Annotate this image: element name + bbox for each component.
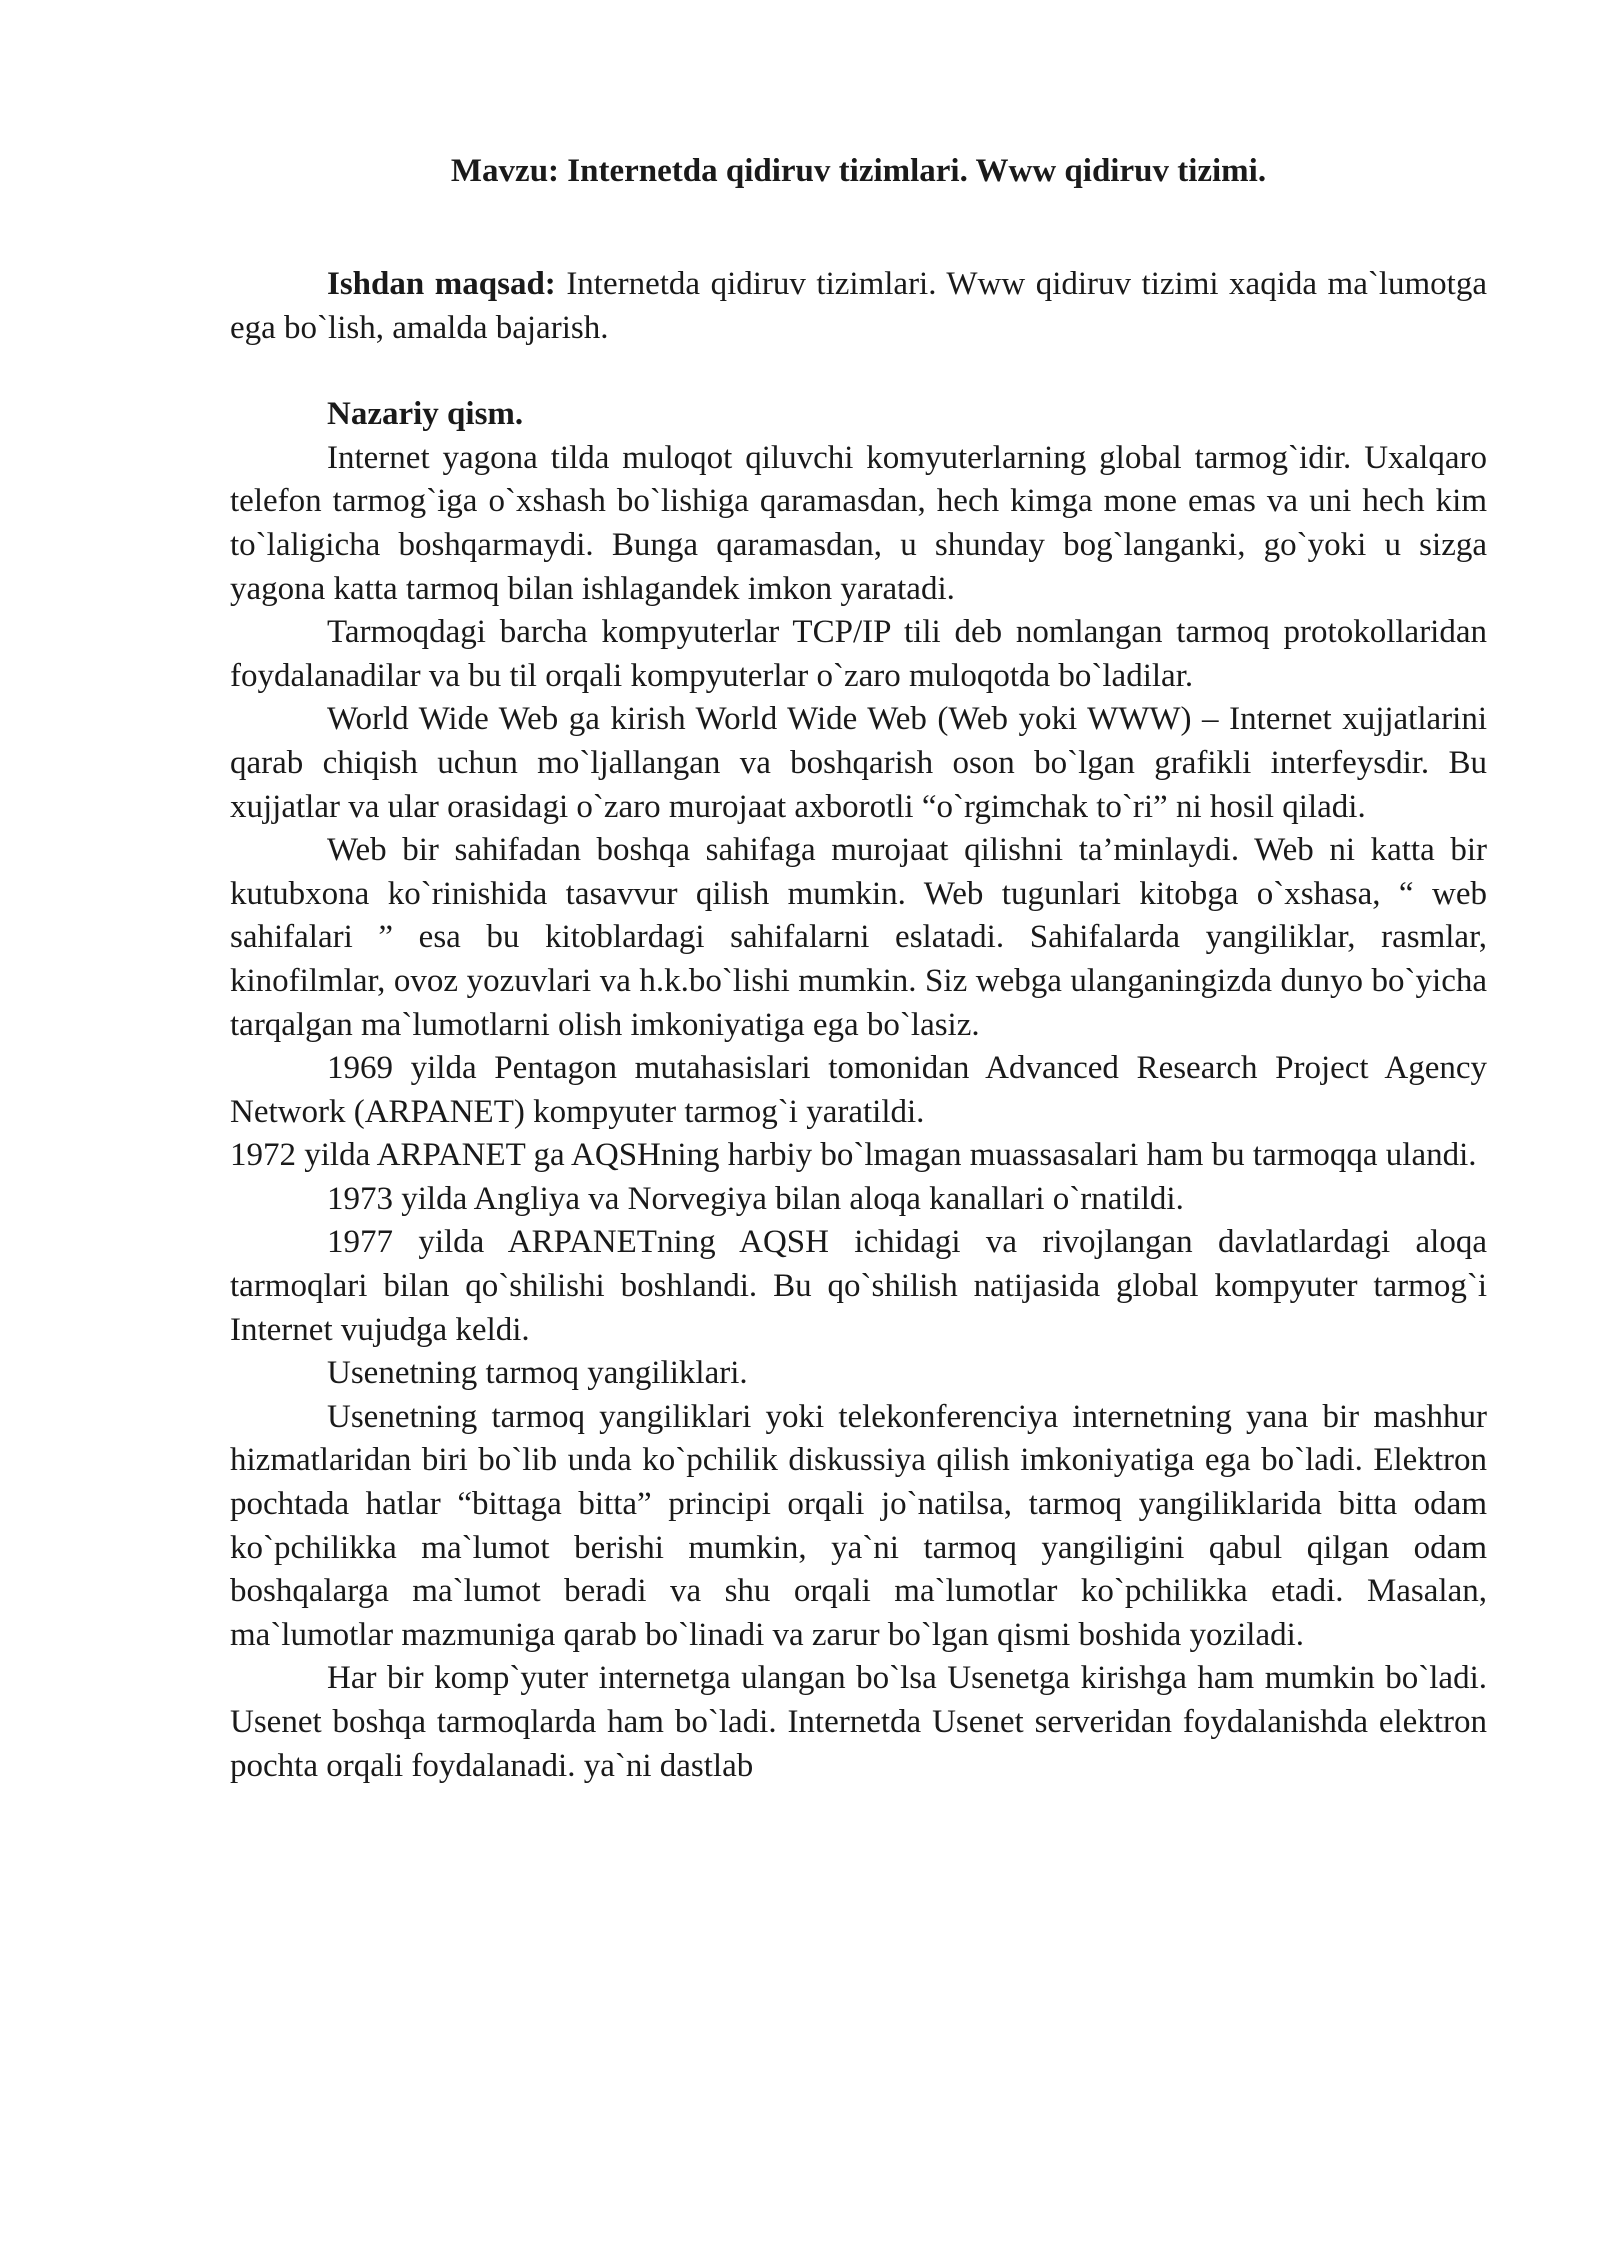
paragraph-tcpip: Tarmoqdagi barcha kompyuterlar TCP/IP tili deb nomlangan tarmoq protokollaridan foydalanadilar va bu til orqali kompyuterlar o`zaro muloqotda bo`ladilar. — [230, 614, 1487, 694]
paragraph-usenet: Usenetning tarmoq yangiliklari yoki telekonferenciya internetning yana bir mashhur hizmatlaridan biri bo`lib unda ko`pchilik diskussiya qilish imkoniyatiga ega bo`ladi. Elektron pochtada hatlar “bittaga bitta” principi orqali jo`natilsa, tarmoq yangiliklarida bitta odam ko`pchilikka ma`lumot berishi mumkin, ya`ni tarmoq yangiligini qabul qilgan odam boshqalarga ma`lumot beradi va shu orqali ma`lumotlar ko`pchilikka etadi. Masalan, ma`lumotlar mazmuniga qarab bo`linadi va zarur bo`lgan qismi boshida yoziladi. — [230, 1398, 1487, 1653]
paragraph-usenet-access: Har bir komp`yuter internetga ulangan bo`lsa Usenetga kirishga ham mumkin bo`ladi. Usenet boshqa tarmoqlarda ham bo`ladi. Internetda Usenet serveridan foydalanishda elektron pochta orqali foydalanadi. ya`ni dastlab — [230, 1660, 1487, 1784]
paragraph-1969: 1969 yilda Pentagon mutahasislari tomonidan Advanced Research Project Agency Network (ARPANET) kompyuter tarmog`i yaratildi. — [230, 1050, 1487, 1130]
paragraph-web: Web bir sahifadan boshqa sahifaga murojaat qilishni ta’minlaydi. Web ni katta bir kutubxona ko`rinishida tasavvur qilish mumkin. Web tugunlari kitobga o`xshasa, “ web sahifalari ” esa bu kitoblardagi sahifalarni eslatadi. Sahifalarda yangiliklar, rasmlar, kinofilmlar, ovoz yozuvlari va h.k.bo`lishi mumkin. Siz webga ulanganingizda dunyo bo`yicha tarqalgan ma`lumotlarni olish imkoniyatiga ega bo`lasiz. — [230, 832, 1487, 1043]
document-page — [230, 150, 1487, 1788]
paragraph-1977: 1977 yilda ARPANETning AQSH ichidagi va rivojlangan davlatlardagi aloqa tarmoqlari bilan qo`shilishi boshlandi. Bu qo`shilish natijasida global kompyuter tarmog`i Internet vujudga keldi. — [230, 1224, 1487, 1348]
paragraph-www: World Wide Web ga kirish World Wide Web (Web yoki WWW) – Internet xujjatlarini qarab chiqish uchun mo`ljallangan va boshqarish oson bo`lgan grafikli interfeysdir. Bu xujjatlar va ular orasidagi o`zaro murojaat axborotli “o`rgimchak to`ri” ni hosil qiladi. — [230, 701, 1487, 825]
aim-paragraph — [230, 263, 1487, 350]
usenet-heading: Usenetning tarmoq yangiliklari. — [327, 1355, 748, 1392]
theory-heading: Nazariy qism. — [327, 396, 524, 433]
paragraph-1972: 1972 yilda ARPANET ga AQSHning harbiy bo`lmagan muassasalari ham bu tarmoqqa ulandi. — [230, 1137, 1477, 1174]
document-title: Mavzu: Internetda qidiruv tizimlari. Www qidiruv tizimi. — [450, 153, 1267, 189]
aim-text: Internetda qidiruv tizimlari. Www qidiruv tizimi xaqida ma`lumotga ega bo`lish, amalda bajarish. — [230, 266, 1487, 346]
aim-label: Ishdan maqsad: — [327, 266, 556, 302]
paragraph-internet: Internet yagona tilda muloqot qiluvchi komyuterlarning global tarmog`idir. Uxalqaro telefon tarmog`iga o`xshash bo`lishiga qaramasdan, hech kimga mone emas va uni hech kim to`laligicha boshqarmaydi. Bunga qaramasdan, u shunday bog`langanki, go`yoki u sizga yagona katta tarmoq bilan ishlagandek imkon yaratadi. — [230, 439, 1487, 607]
paragraph-1973: 1973 yilda Angliya va Norvegiya bilan aloqa kanallari o`rnatildi. — [327, 1180, 1184, 1217]
